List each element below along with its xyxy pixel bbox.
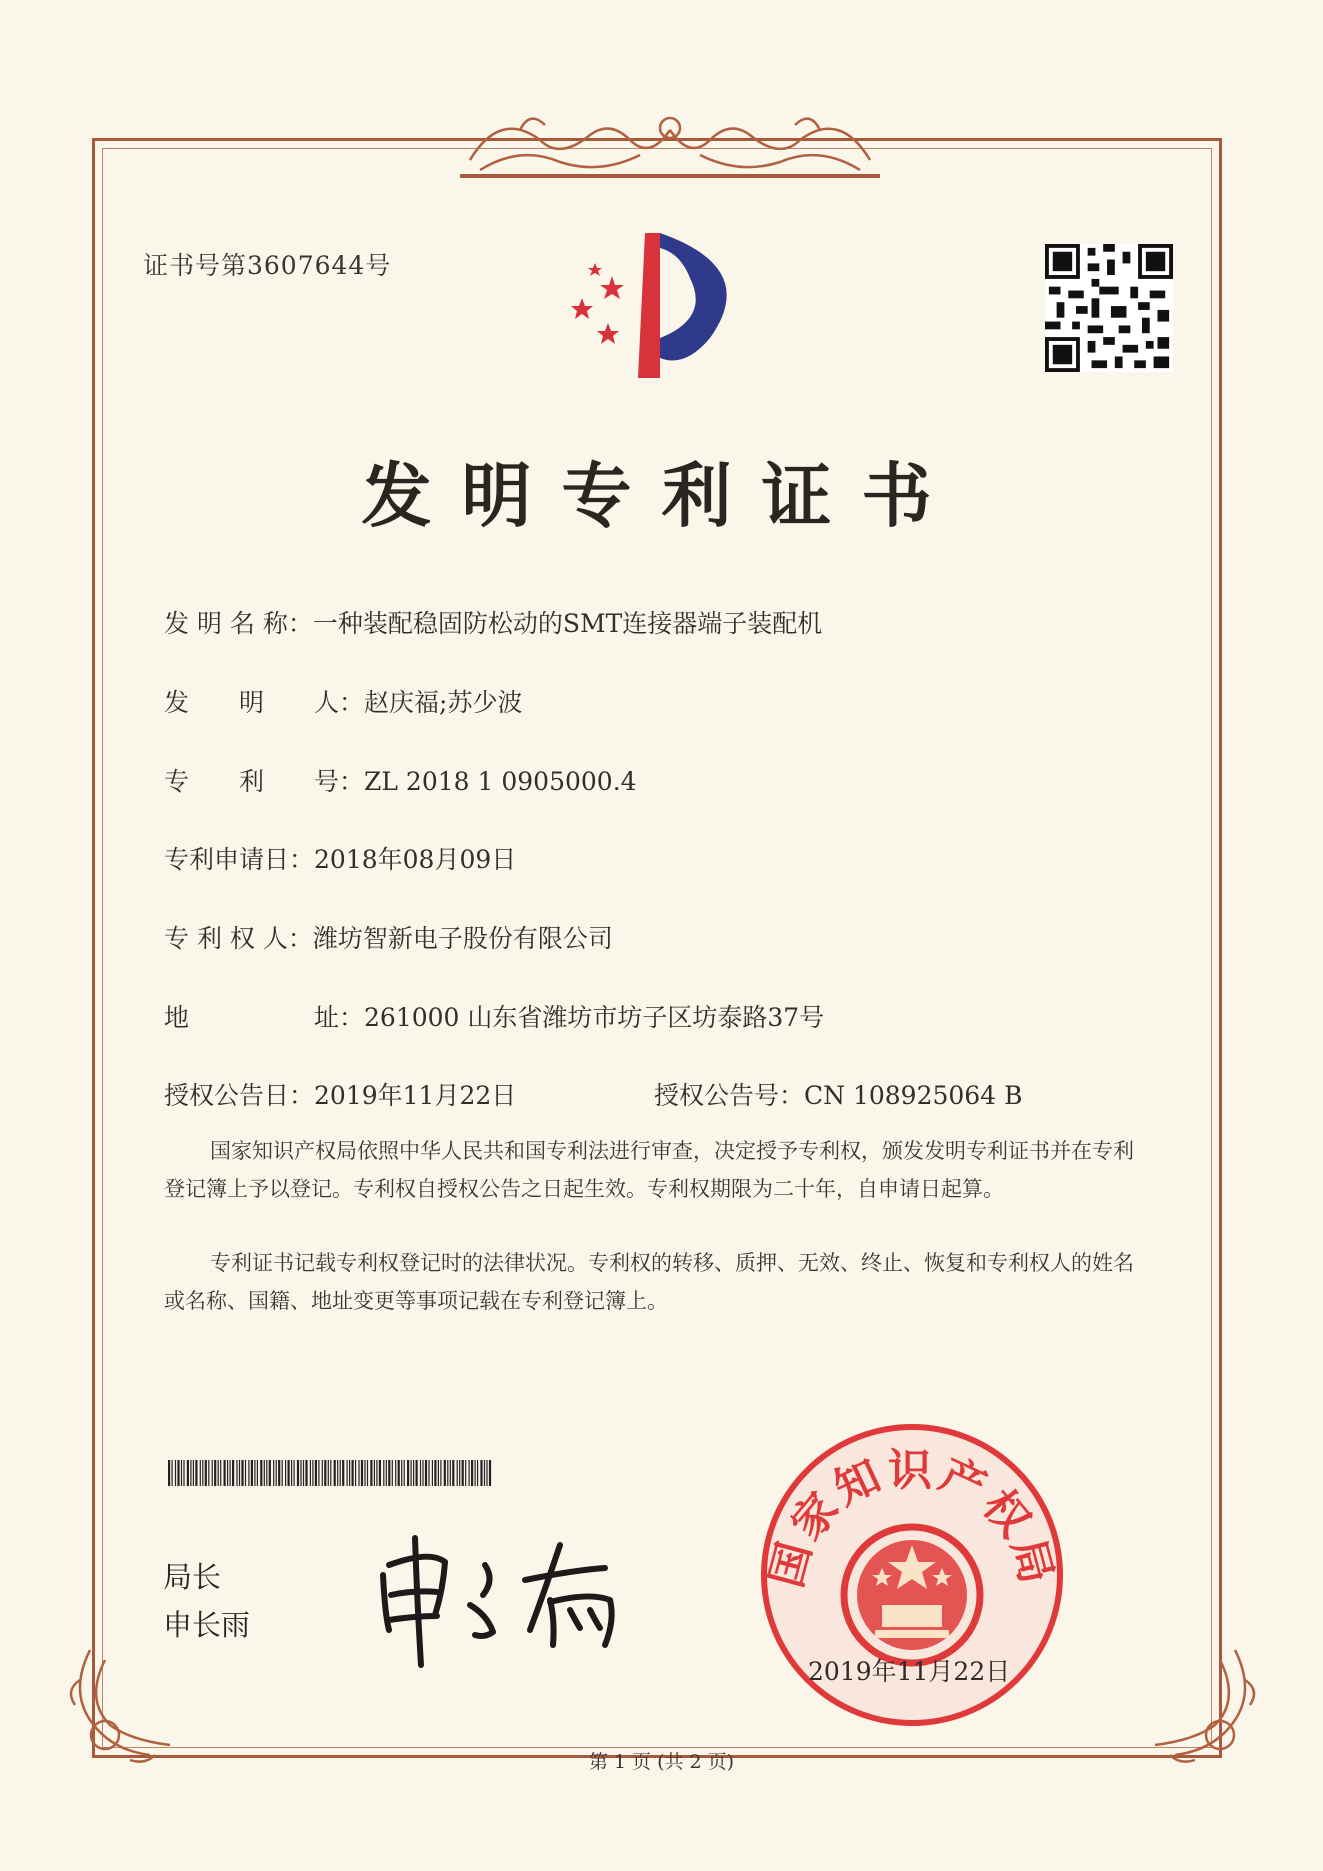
field-value: 261000 山东省潍坊市坊子区坊泰路37号 <box>364 1003 825 1032</box>
field-label: 授权公告日： <box>164 1081 315 1110</box>
paragraph-text: 专利证书记载专利权登记时的法律状况。专利权的转移、质押、无效、终止、恢复和专利权人的姓名或名称、国籍、地址变更等事项记载在专利登记簿上。 <box>164 1251 1134 1313</box>
field-patent-number <box>164 762 637 798</box>
field-value: ZL 2018 1 0905000.4 <box>364 767 637 796</box>
barcode <box>168 1460 493 1486</box>
field-inventor <box>164 683 522 719</box>
page-number: 第 1 页 (共 2 页) <box>588 1751 735 1773</box>
director-name: 申长雨 <box>163 1608 251 1642</box>
field-patentee <box>164 919 613 955</box>
certificate-number: 证书号第3607644号 <box>143 251 392 280</box>
director-title: 局长 <box>163 1560 222 1594</box>
field-grant-number <box>654 1076 1022 1112</box>
field-application-date <box>164 840 516 876</box>
seal-text: 国家知识产权局 <box>760 1444 1064 1593</box>
field-address <box>164 998 824 1034</box>
field-label: 发 明 人： <box>164 688 365 717</box>
field-label: 授权公告号： <box>654 1081 805 1110</box>
field-label: 专 利 权 人： <box>164 924 313 953</box>
field-label: 发 明 名 称： <box>164 609 313 638</box>
statement-paragraph-2 <box>164 1244 1144 1320</box>
statement-paragraph-1 <box>164 1132 1144 1208</box>
seal-date: 2019年11月22日 <box>808 1657 1011 1686</box>
field-value: 一种装配稳固防松动的SMT连接器端子装配机 <box>312 609 823 638</box>
field-label: 专 利 号： <box>164 767 365 796</box>
director-signature <box>375 1520 665 1670</box>
paragraph-text: 国家知识产权局依照中华人民共和国专利法进行审查，决定授予专利权，颁发发明专利证书并在专利登记簿上予以登记。专利权自授权公告之日起生效。专利权期限为二十年，自申请日起算。 <box>164 1139 1134 1201</box>
field-value: 赵庆福;苏少波 <box>364 688 523 717</box>
top-ornament <box>460 100 880 180</box>
field-value: CN 108925064 B <box>804 1081 1023 1110</box>
field-label: 地 址： <box>164 1003 365 1032</box>
qr-code <box>1045 244 1173 372</box>
field-value: 2018年08月09日 <box>314 845 517 874</box>
field-invention-name <box>164 604 822 640</box>
field-value: 潍坊智新电子股份有限公司 <box>312 924 613 953</box>
field-grant-date <box>164 1076 516 1112</box>
field-label: 专利申请日： <box>164 845 315 874</box>
cnipa-emblem-icon <box>560 228 760 383</box>
certificate-title: 发明专利证书 <box>361 454 962 537</box>
field-value: 2019年11月22日 <box>314 1081 517 1110</box>
national-emblem-icon <box>844 1527 980 1663</box>
